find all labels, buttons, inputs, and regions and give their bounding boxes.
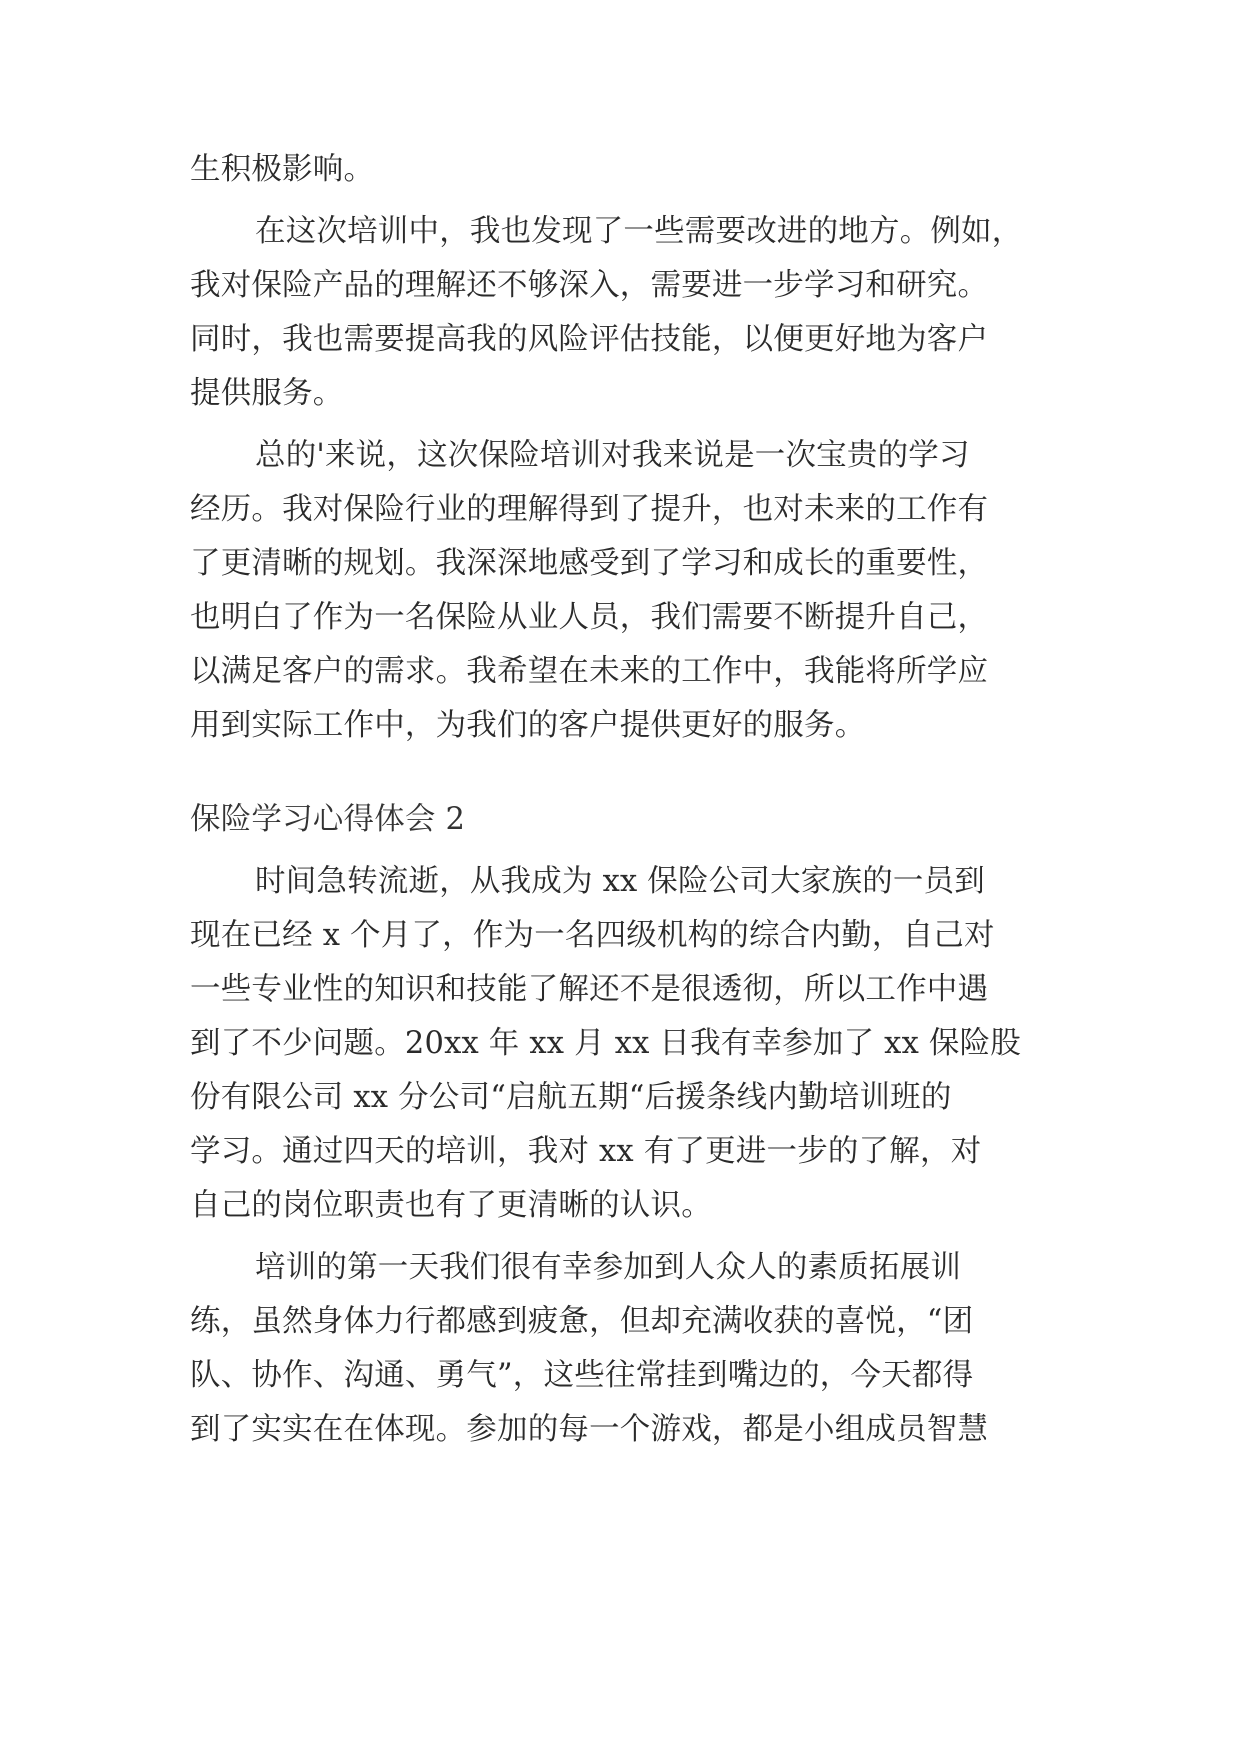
text-line: 提供服务。 <box>190 376 344 411</box>
text-line: 培训的第一天我们很有幸参加到人众人的素质拓展训 <box>255 1250 962 1285</box>
text-line: 在这次培训中，我也发现了一些需要改进的地方。例如， <box>255 214 1023 249</box>
text-line: 了更清晰的规划。我深深地感受到了学习和成长的重要性， <box>190 546 989 581</box>
text-line: 也明白了作为一名保险从业人员，我们需要不断提升自己， <box>190 600 989 635</box>
text-line: 时间急转流逝，从我成为 xx 保险公司大家族的一员到 <box>255 864 985 899</box>
text-line: 练，虽然身体力行都感到疲惫，但却充满收获的喜悦，“团 <box>190 1304 974 1339</box>
text-line: 到了实实在在体现。参加的每一个游戏，都是小组成员智慧 <box>190 1412 989 1447</box>
text-line: 用到实际工作中，为我们的客户提供更好的服务。 <box>190 708 866 743</box>
text-line: 同时，我也需要提高我的风险评估技能，以便更好地为客户 <box>190 322 989 357</box>
text-line: 学习。通过四天的培训，我对 xx 有了更进一步的了解，对 <box>190 1134 982 1169</box>
text-line: 自己的岗位职责也有了更清晰的认识。 <box>190 1188 712 1223</box>
text-line: 我对保险产品的理解还不够深入，需要进一步学习和研究。 <box>190 268 989 303</box>
text-line: 总的'来说，这次保险培训对我来说是一次宝贵的学习 <box>255 438 970 473</box>
text-line: 份有限公司 xx 分公司“启航五期“后援条线内勤培训班的 <box>190 1080 952 1115</box>
text-line: 生积极影响。 <box>190 152 375 187</box>
text-line: 现在已经 x 个月了，作为一名四级机构的综合内勤，自己对 <box>190 918 995 953</box>
text-line: 一些专业性的知识和技能了解还不是很透彻，所以工作中遇 <box>190 972 989 1007</box>
text-line: 队、协作、沟通、勇气”，这些往常挂到嘴边的，今天都得 <box>190 1358 974 1393</box>
section-heading: 保险学习心得体会 2 <box>190 802 466 837</box>
text-line: 以满足客户的需求。我希望在未来的工作中，我能将所学应 <box>190 654 989 689</box>
text-line: 到了不少问题。20xx 年 xx 月 xx 日我有幸参加了 xx 保险股 <box>190 1026 1021 1061</box>
text-line: 经历。我对保险行业的理解得到了提升，也对未来的工作有 <box>190 492 989 527</box>
